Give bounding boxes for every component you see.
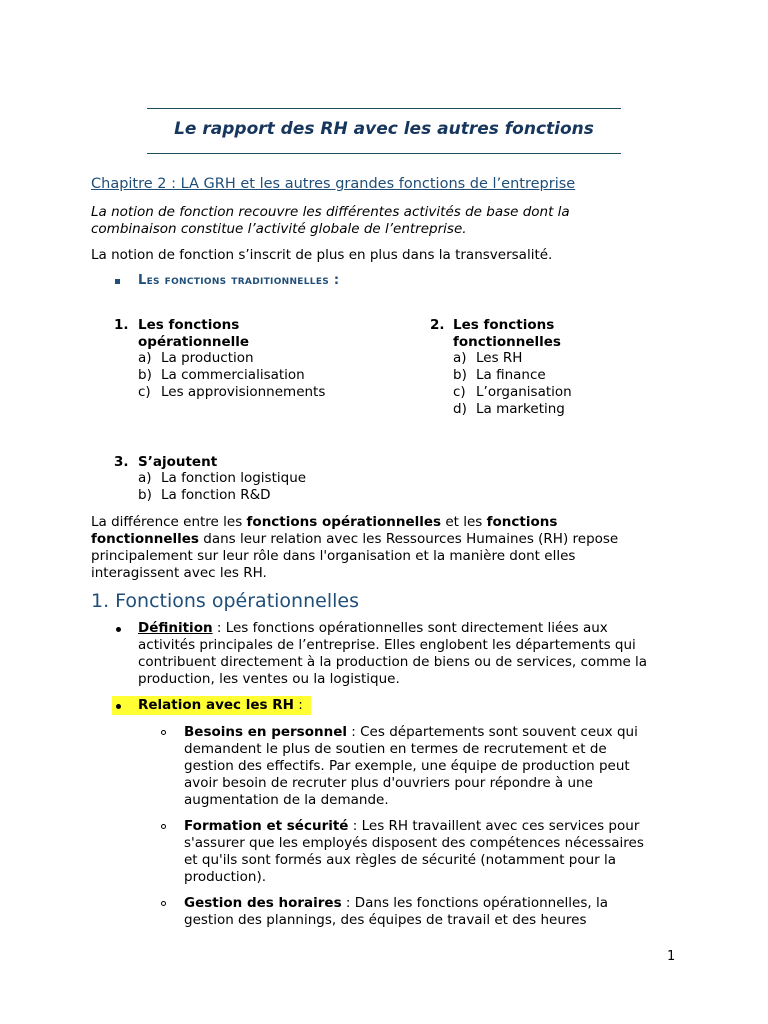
square-bullet-icon bbox=[115, 279, 120, 284]
sub3-text-1: : Dans les fonctions opérationnelles, la bbox=[341, 895, 608, 911]
sub1-line-2: demandent le plus de soutien en termes de recrutement et de bbox=[184, 741, 607, 757]
difference-line-4: interagissent avec les RH. bbox=[91, 565, 267, 581]
sub3-line-2: gestion des plannings, des équipes de travail et des heures bbox=[184, 912, 587, 928]
difference-bold-functional: fonctions bbox=[486, 514, 558, 530]
list2-item-a: Les RH bbox=[476, 350, 523, 366]
list3-letter-a: a) bbox=[138, 470, 152, 486]
sub2-line-1 bbox=[184, 818, 639, 835]
list2-title-line-1: Les fonctions bbox=[453, 317, 555, 333]
sub2-label: Formation et sécurité bbox=[184, 818, 349, 834]
page-title: Le rapport des RH avec les autres fonctions bbox=[174, 119, 594, 139]
list2-item-d: La marketing bbox=[476, 401, 565, 417]
difference-text-l2: dans leur relation avec les Ressources Humaines (RH) repose bbox=[198, 531, 619, 547]
definition-line-4: production, les ventes ou la logistique. bbox=[138, 671, 400, 687]
list2-letter-d: d) bbox=[453, 401, 467, 417]
list1-item-a: La production bbox=[161, 350, 254, 366]
list3-item-a: La fonction logistique bbox=[161, 470, 307, 486]
intro-italic-line-1: La notion de fonction recouvre les différentes activités de base dont la bbox=[91, 204, 570, 220]
list2-item-b: La finance bbox=[476, 367, 546, 383]
circle-bullet-icon bbox=[161, 901, 166, 906]
list2-number: 2. bbox=[430, 317, 445, 333]
sub1-text-1: : Ces départements sont souvent ceux qui bbox=[347, 724, 638, 740]
list2-letter-b: b) bbox=[453, 367, 467, 383]
definition-line-1 bbox=[138, 620, 608, 637]
title-rule-bottom bbox=[147, 153, 621, 154]
list1-title-line-1: Les fonctions bbox=[138, 317, 240, 333]
circle-bullet-icon bbox=[161, 824, 166, 829]
title-rule-top bbox=[147, 108, 621, 109]
list1-letter-b: b) bbox=[138, 367, 152, 383]
heading-operational-functions: 1. Fonctions opérationnelles bbox=[91, 590, 359, 612]
difference-bold-functional-2: fonctionnelles bbox=[91, 531, 199, 547]
section-heading: Les fonctions traditionnelles : bbox=[138, 273, 340, 288]
list1-number: 1. bbox=[114, 317, 129, 333]
sub1-line-4: avoir besoin de recruter plus d'ouvriers pour répondre à une bbox=[184, 775, 593, 791]
chapter-heading: Chapitre 2 : LA GRH et les autres grandes fonctions de l’entreprise bbox=[91, 176, 576, 192]
list1-title-line-2: opérationnelle bbox=[138, 334, 250, 350]
intro-plain: La notion de fonction s’inscrit de plus en plus dans la transversalité. bbox=[91, 247, 553, 263]
difference-text-c: et les bbox=[441, 514, 487, 530]
bullet-icon bbox=[116, 704, 121, 709]
difference-line-1 bbox=[91, 514, 557, 531]
list2-letter-a: a) bbox=[453, 350, 467, 366]
sub3-line-1 bbox=[184, 895, 608, 912]
circle-bullet-icon bbox=[161, 730, 166, 735]
list3-number: 3. bbox=[114, 454, 129, 470]
list2-item-c: L’organisation bbox=[476, 384, 572, 400]
definition-label: Définition bbox=[138, 620, 213, 636]
sub1-line-5: augmentation de la demande. bbox=[184, 792, 389, 808]
list1-letter-a: a) bbox=[138, 350, 152, 366]
difference-line-3: principalement sur leur rôle dans l'organisation et la manière dont elles bbox=[91, 548, 576, 564]
sub1-line-1 bbox=[184, 724, 638, 741]
sub1-label: Besoins en personnel bbox=[184, 724, 347, 740]
list2-title-line-2: fonctionnelles bbox=[453, 334, 561, 350]
list3-title: S’ajoutent bbox=[138, 454, 218, 470]
list1-item-b: La commercialisation bbox=[161, 367, 305, 383]
intro-italic-line-2: combinaison constitue l’activité globale de l’entreprise. bbox=[91, 221, 467, 237]
relation-label: Relation avec les RH bbox=[138, 697, 294, 713]
definition-line-3: contribuent directement à la production de biens ou de services, comme la bbox=[138, 654, 648, 670]
list1-letter-c: c) bbox=[138, 384, 151, 400]
sub1-line-3: gestion des effectifs. Par exemple, une équipe de production peut bbox=[184, 758, 630, 774]
difference-text-a: La différence entre les bbox=[91, 514, 247, 530]
relation-line bbox=[138, 697, 303, 714]
definition-text-1: : Les fonctions opérationnelles sont directement liées aux bbox=[212, 620, 608, 636]
list3-letter-b: b) bbox=[138, 487, 152, 503]
list3-item-b: La fonction R&D bbox=[161, 487, 271, 503]
relation-suffix: : bbox=[293, 697, 303, 713]
list2-letter-c: c) bbox=[453, 384, 466, 400]
sub2-line-2: s'assurer que les employés disposent des compétences nécessaires bbox=[184, 835, 644, 851]
list1-item-c: Les approvisionnements bbox=[161, 384, 326, 400]
definition-line-2: activités principales de l’entreprise. Elles englobent les départements qui bbox=[138, 637, 636, 653]
sub2-line-4: production). bbox=[184, 869, 267, 885]
difference-bold-operational: fonctions opérationnelles bbox=[246, 514, 442, 530]
sub3-label: Gestion des horaires bbox=[184, 895, 342, 911]
difference-line-2 bbox=[91, 531, 618, 548]
page-number: 1 bbox=[667, 949, 676, 964]
bullet-icon bbox=[116, 627, 121, 632]
sub2-text-1: : Les RH travaillent avec ces services pour bbox=[348, 818, 640, 834]
sub2-line-3: et qu'ils sont formés aux règles de sécurité (notamment pour la bbox=[184, 852, 617, 868]
